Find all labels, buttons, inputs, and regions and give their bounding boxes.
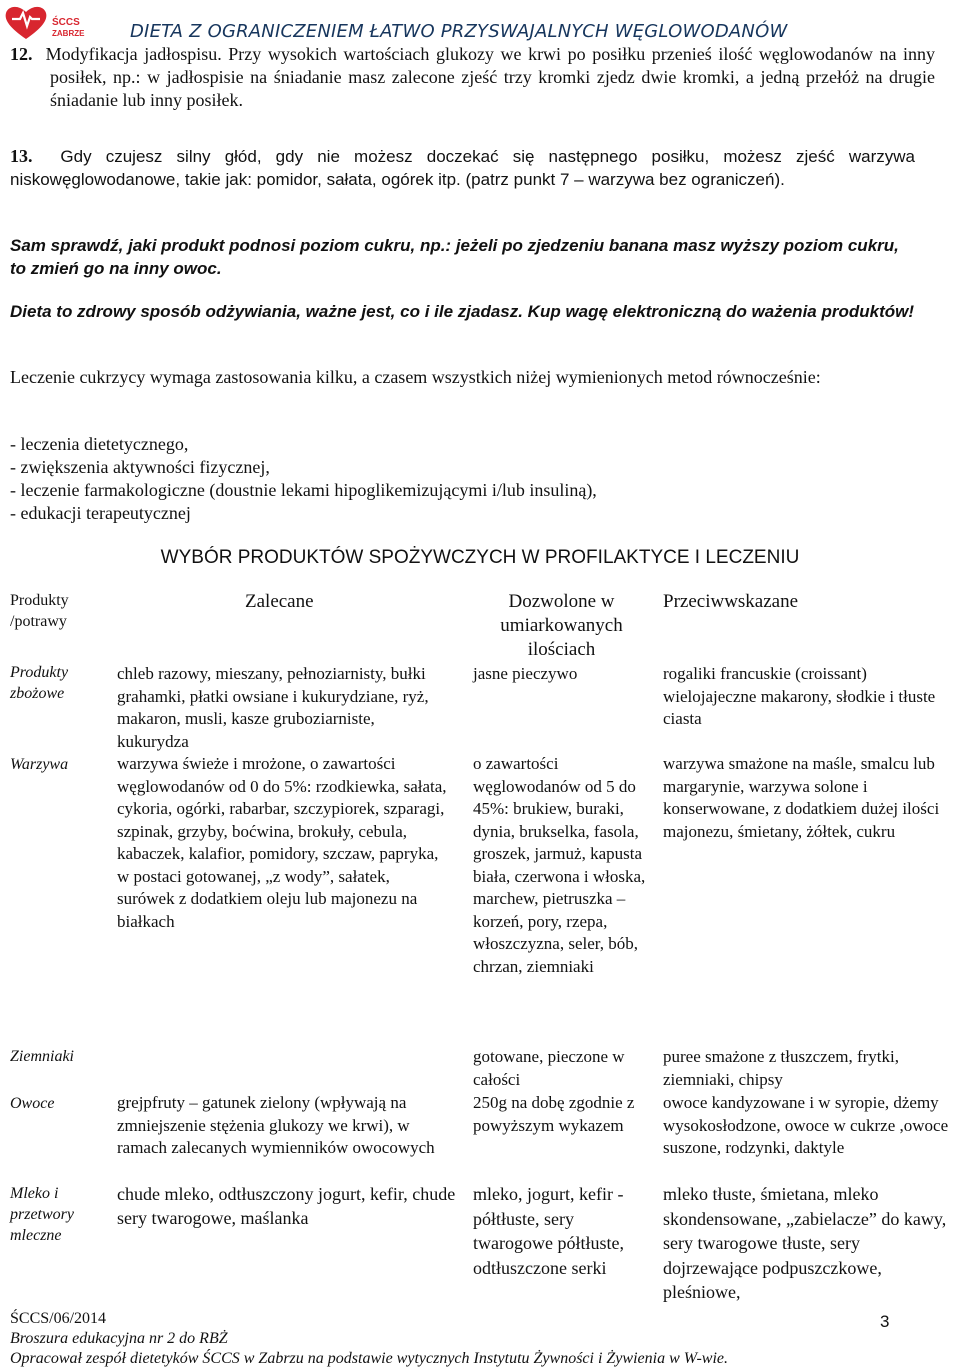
item-12: [10, 43, 935, 112]
row-moderate: jasne pieczywo: [473, 664, 578, 683]
row-category: Ziemniaki: [10, 1048, 74, 1065]
item-12-number: 12.: [10, 44, 33, 64]
list-item: - edukacji terapeutycznej: [10, 503, 191, 523]
row-moderate: o zawartości węglowodanów od 5 do 45%: brukiew, buraki, dynia, brukselka, fasola, groszek, jarmuż, kapusta biała, czerwona i włoska, marchew, pietruszka – korzeń, pory, rzepa, włoszczyzna, seler, bób, chrzan, ziemniaki: [473, 754, 646, 976]
row-category: Mleko i przetwory mleczne: [10, 1185, 74, 1244]
svg-text:ZABRZE: ZABRZE: [52, 29, 85, 38]
item-12-text: Modyfikacja jadłospisu. Przy wysokich wartościach glukozy we krwi po posiłku przenieś ilość węglowodanów na inny posiłek, np.: w jadłospisie na śniadanie masz zalecone zjeść trzy kromki zjedz dwie kromki, a jedną przełóż na drugie śniadanie lub inny posiłek.: [45, 44, 936, 110]
row-avoid: rogaliki francuskie (croissant) wielojajeczne makarony, słodkie i tłuste ciasta: [663, 664, 936, 728]
item-13-text: Gdy czujesz silny głód, gdy nie możesz doczekać się następnego posiłku, możesz zjeść warzywa niskowęglowodanowe, takie jak: pomidor, sałata, ogórek itp. (patrz punkt 7 – warzywa bez ograniczeń).: [10, 147, 916, 189]
note-sugar-check: Sam sprawdź, jaki produkt podnosi poziom cukru, np.: jeżeli po zjedzeniu banana masz wyższy poziom cukru, to zmień go na inny owoc.: [10, 236, 899, 278]
list-item: - leczenie farmakologiczne (doustnie lekami hipoglikemizującymi i/lub insuliną),: [10, 480, 597, 500]
row-avoid: puree smażone z tłuszczem, frytki, ziemniaki, chipsy: [663, 1047, 900, 1089]
col-header-recommended: Zalecane: [245, 591, 314, 612]
row-avoid: owoce kandyzowane i w syropie, dżemy wysokosłodzone, owoce w cukrze ,owoce suszone, rodzynki, daktyle: [663, 1093, 949, 1157]
footer-title: Broszura edukacyjna nr 2 do RBŻ: [10, 1330, 228, 1347]
header-title: DIETA Z OGRANICZENIEM ŁATWO PRZYSWAJALNYCH WĘGLOWODANÓW: [130, 21, 788, 42]
note-healthy-diet: Dieta to zdrowy sposób odżywiania, ważne jest, co i ile zjadasz. Kup wagę elektroniczną do ważenia produktów!: [10, 302, 915, 321]
row-recommended: grejpfruty – gatunek zielony (wpływają na zmniejszenie stężenia glukozy we krwi), w ramach zalecanych wymienników owocowych: [117, 1093, 435, 1157]
row-recommended: chleb razowy, mieszany, pełnoziarnisty, bułki grahamki, płatki owsiane i kukurydziane, ryż, makaron, musli, kasze gruboziarniste, kukurydza: [117, 664, 429, 751]
row-category: Owoce: [10, 1095, 55, 1112]
row-category: Produkty zbożowe: [10, 664, 69, 702]
row-moderate: mleko, jogurt, kefir - półtłuste, sery twarogowe półtłuste, odtłuszczone serki: [473, 1184, 624, 1278]
row-category: Warzywa: [10, 756, 69, 773]
item-13-number: 13.: [10, 146, 33, 166]
col-header-moderate: Dozwolone w umiarkowanych ilościach: [500, 591, 623, 660]
svg-text:ŚCCS: ŚCCS: [52, 17, 80, 28]
sccs-logo: [2, 4, 92, 42]
col-header-avoid: Przeciwwskazane: [663, 591, 799, 612]
treatment-list: [10, 433, 597, 525]
row-recommended: warzywa świeże i mrożone, o zawartości węglowodanów od 0 do 5%: rzodkiewka, sałata, cykoria, ogórki, rabarbar, szczypiorek, szparagi, szpinak, grzyby, boćwina, brokuły, cebula, kabaczek, kalafior, pomidory, szczaw, papryka, w postaci gotowanej, „z wody”, sałatek, surówek z dodatkiem oleju lub majonezu na białkach: [117, 754, 447, 931]
row-avoid: warzywa smażone na maśle, smalcu lub margarynie, warzywa solone i konserwowane, z dodatkiem dużej ilości majonezu, śmietany, żółtek, cukru: [663, 754, 940, 841]
footer-code: ŚCCS/06/2014: [10, 1310, 107, 1327]
row-moderate: gotowane, pieczone w całości: [473, 1047, 625, 1089]
table-title: WYBÓR PRODUKTÓW SPOŻYWCZYCH W PROFILAKTYCE I LECZENIU: [160, 547, 800, 568]
treatment-intro: Leczenie cukrzycy wymaga zastosowania kilku, a czasem wszystkich niżej wymienionych metod równocześnie:: [10, 367, 821, 387]
list-item: - leczenia dietetycznego,: [10, 434, 189, 454]
col-header-products: Produkty /potrawy: [10, 592, 69, 630]
page-number: 3: [880, 1312, 890, 1331]
row-moderate: 250g na dobę zgodnie z powyższym wykazem: [473, 1093, 635, 1135]
list-item: - zwiększenia aktywności fizycznej,: [10, 457, 270, 477]
row-avoid: mleko tłuste, śmietana, mleko skondensowane, „zabielacze” do kawy, sery twarogowe tłuste, sery dojrzewające podpuszczkowe, pleśniowe,: [663, 1184, 947, 1302]
item-13: [10, 145, 915, 191]
row-recommended: chude mleko, odtłuszczony jogurt, kefir, chude sery twarogowe, maślanka: [117, 1184, 456, 1228]
footer-credits: Opracował zespół dietetyków ŚCCS w Zabrzu na podstawie wytycznych Instytutu Żywności i Żywienia w W-wie.: [10, 1350, 729, 1367]
